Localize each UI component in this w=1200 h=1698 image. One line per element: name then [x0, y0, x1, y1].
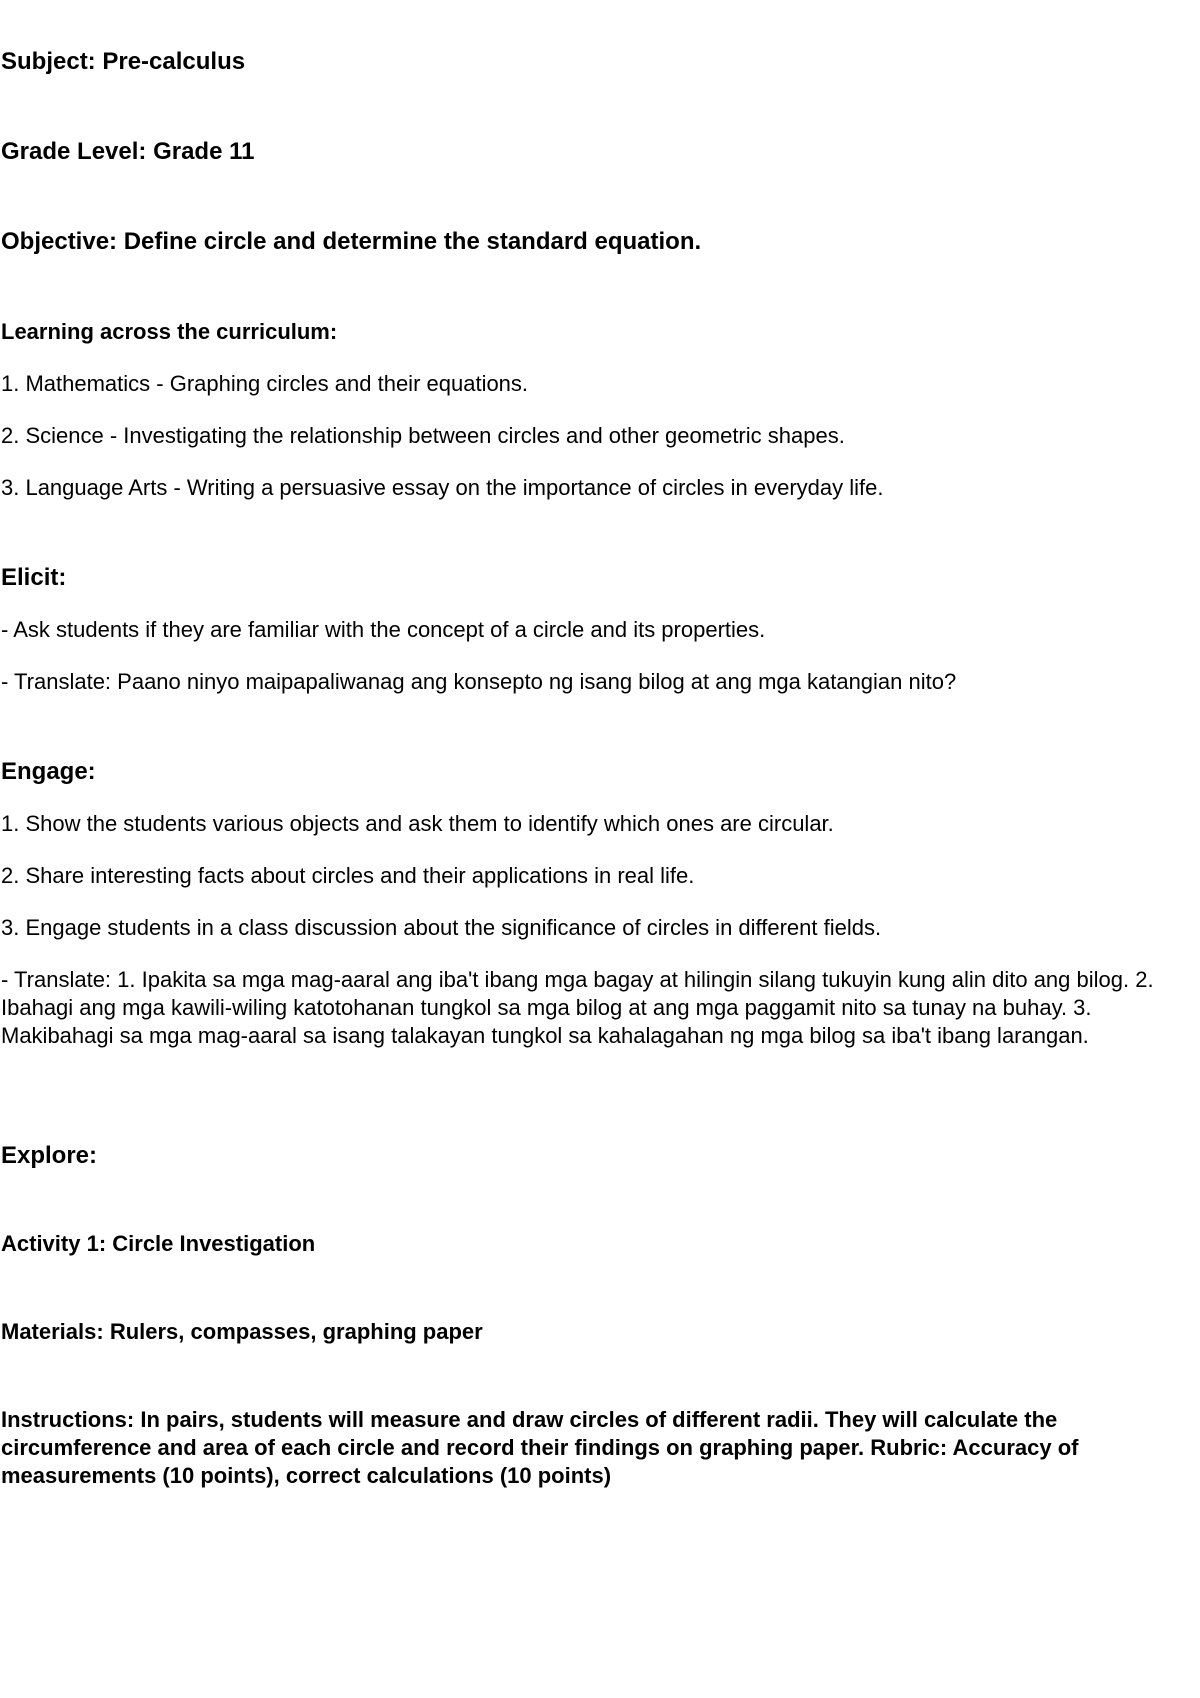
elicit-item-translate: - Translate: Paano ninyo maipapaliwanag ang konsepto ng isang bilog at ang mga katangian nito? — [1, 669, 957, 694]
learning-item-mathematics: 1. Mathematics - Graphing circles and their equations. — [1, 371, 529, 396]
learning-across-heading: Learning across the curriculum: — [1, 319, 338, 344]
learning-item-science: 2. Science - Investigating the relationship between circles and other geometric shapes. — [1, 423, 845, 448]
elicit-heading: Elicit: — [1, 564, 67, 591]
engage-item-discuss: 3. Engage students in a class discussion about the significance of circles in different fields. — [1, 915, 882, 940]
instructions-paragraph: Instructions: In pairs, students will measure and draw circles of different radii. They will calculate the circumference and area of each circle and record their findings on graphing paper. Rubric: Accuracy of measurements (10 points), correct calculations (10 points) — [1, 1407, 1079, 1488]
materials-line: Materials: Rulers, compasses, graphing paper — [1, 1319, 483, 1344]
grade-level-line: Grade Level: Grade 11 — [1, 138, 255, 165]
explore-heading: Explore: — [1, 1142, 98, 1169]
activity-title: Activity 1: Circle Investigation — [1, 1231, 316, 1256]
engage-item-show: 1. Show the students various objects and ask them to identify which ones are circular. — [1, 811, 834, 836]
subject-line: Subject: Pre-calculus — [1, 48, 246, 75]
engage-translation: - Translate: 1. Ipakita sa mga mag-aaral ang iba't ibang mga bagay at hilingin silang tukuyin kung alin dito ang bilog. 2. Ibahagi ang mga kawili-wiling katotohanan tungkol sa mga bilog at ang mga paggamit nito sa tunay na buhay. 3. Makibahagi sa mga mag-aaral sa isang talakayan tungkol sa kahalagahan ng mga bilog sa iba't ibang larangan. — [1, 967, 1154, 1048]
objective-line: Objective: Define circle and determine the standard equation. — [1, 228, 702, 255]
learning-item-language-arts: 3. Language Arts - Writing a persuasive essay on the importance of circles in everyday life. — [1, 475, 884, 500]
engage-heading: Engage: — [1, 758, 96, 785]
engage-item-share: 2. Share interesting facts about circles and their applications in real life. — [1, 863, 695, 888]
elicit-item-ask: - Ask students if they are familiar with the concept of a circle and its properties. — [1, 617, 766, 642]
